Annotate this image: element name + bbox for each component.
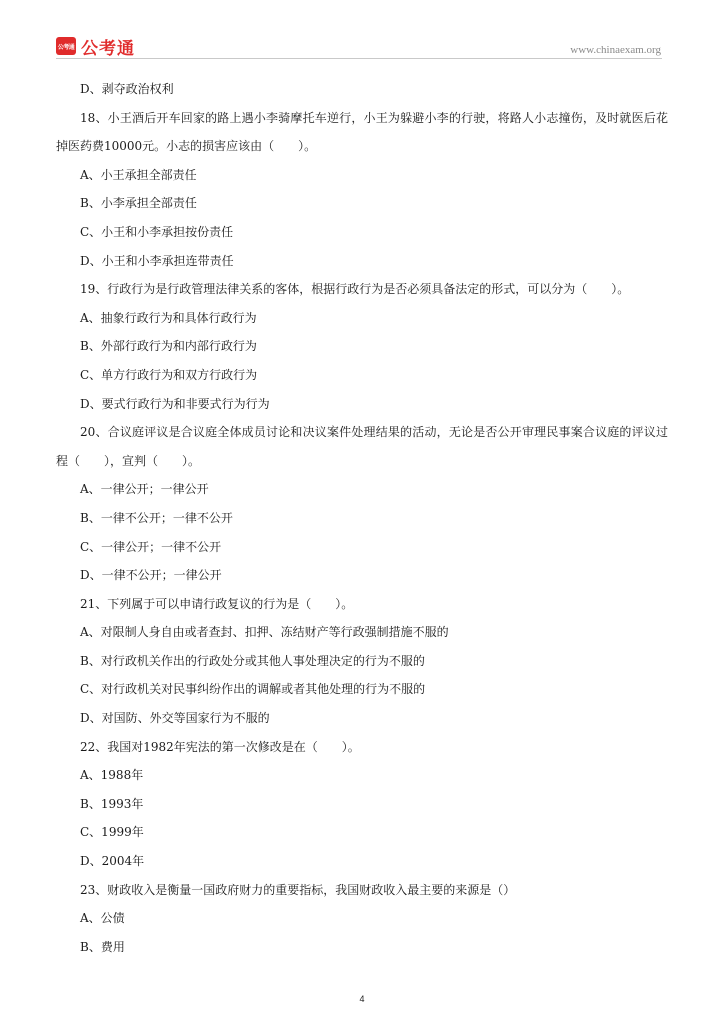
answer-option: B、1993年 [80,796,144,811]
answer-option: D、要式行政行为和非要式行为行为 [80,396,270,411]
logo-text: 公考通 [81,38,135,59]
answer-option: A、公债 [80,911,125,926]
question-text: 20、合议庭评议是合议庭全体成员讨论和决议案件处理结果的活动，无论是否公开审理民事案合议庭的评议过程（ ），宣判（ ）。 [56,425,668,468]
answer-option: C、小王和小李承担按份责任 [80,224,234,239]
question-text: 19、行政行为是行政管理法律关系的客体，根据行政行为是否必须具备法定的形式，可以分为（ ）。 [80,282,630,297]
answer-option: A、一律公开；一律公开 [80,482,209,497]
answer-option: A、抽象行政行为和具体行政行为 [80,310,257,325]
question-text: 22、我国对1982年宪法的第一次修改是在（ ）。 [80,739,360,754]
question-text: 21、下列属于可以申请行政复议的行为是（ ）。 [80,596,354,611]
question-text: 23、财政收入是衡量一国政府财力的重要指标，我国财政收入最主要的来源是（） [80,882,516,897]
answer-option: D、小王和小李承担连带责任 [80,253,234,268]
answer-option: B、小李承担全部责任 [80,196,197,211]
logo[interactable] [56,36,135,59]
document-body [56,75,668,961]
answer-option: C、单方行政行为和双方行政行为 [80,367,258,382]
answer-option: A、1988年 [80,768,144,783]
page-header [0,0,724,60]
answer-option: A、小王承担全部责任 [80,167,197,182]
question-text: 18、小王酒后开车回家的路上遇小李骑摩托车逆行，小王为躲避小李的行驶，将路人小志撞伤，及时就医后花掉医药费10000元。小志的损害应该由（ ）。 [56,110,668,154]
page-number: 4 [359,994,365,1004]
answer-option: A、对限制人身自由或者查封、扣押、冻结财产等行政强制措施不服的 [80,625,449,640]
answer-option: D、一律不公开；一律公开 [80,568,222,583]
logo-icon: 公考通 [56,37,76,55]
header-divider [56,58,662,59]
site-url[interactable]: www.chinaexam.org [570,44,661,56]
answer-option: D、对国防、外交等国家行为不服的 [80,711,270,726]
answer-option: B、一律不公开；一律不公开 [80,510,233,525]
answer-option: D、2004年 [80,854,145,869]
answer-option: C、一律公开；一律不公开 [80,539,222,554]
answer-option: B、费用 [80,939,125,954]
answer-option: C、1999年 [80,825,144,840]
answer-option: B、外部行政行为和内部行政行为 [80,339,257,354]
answer-option: C、对行政机关对民事纠纷作出的调解或者其他处理的行为不服的 [80,682,426,697]
answer-option: B、对行政机关作出的行政处分或其他人事处理决定的行为不服的 [80,653,425,668]
answer-option: D、剥夺政治权利 [80,82,174,96]
